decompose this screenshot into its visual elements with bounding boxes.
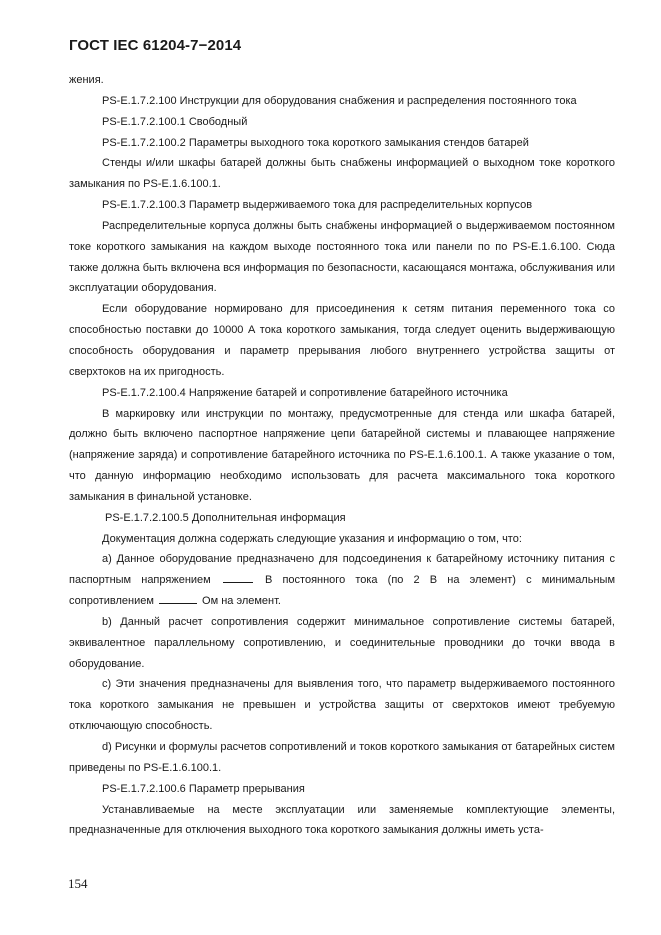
paragraph: Если оборудование нормировано для присоединения к сетям питания переменного тока со способностью поставки до 10000 А тока короткого замыкания, тогда следует оценить выдерживающую способность оборудования и параметр прерывания любого внутреннего устройства защиты от сверхтоков на их пригодность. <box>69 303 615 378</box>
paragraph: Устанавливаемые на месте эксплуатации или заменяемые комплектующие элементы, предназначенные для отключения выходного тока короткого замыкания должны иметь уста- <box>69 803 615 837</box>
section-heading: PS-E.1.7.2.100.2 Параметры выходного тока короткого замыкания стендов батарей <box>102 136 529 149</box>
paragraph: В маркировку или инструкции по монтажу, предусмотренные для стенда или шкафа батарей, должно быть включено паспортное напряжение цепи батарейной системы и плавающее напряжение (напряжение заряда) и сопротивление батарейного источника по PS-E.1.6.100.1. А также указание о том, что данную информацию необходимо использовать для расчета максимального тока короткого замыкания в финальной установке. <box>69 407 615 503</box>
page-number: 154 <box>68 876 88 891</box>
list-item-d: d) Рисунки и формулы расчетов сопротивлений и токов короткого замыкания от батарейных систем приведены по PS-E.1.6.100.1. <box>69 741 615 774</box>
document-body <box>69 70 615 841</box>
section-heading: PS-E.1.7.2.100.1 Свободный <box>102 115 248 128</box>
list-item-a-text-3: Ом на элемент. <box>202 595 281 608</box>
list-item-b: b) Данный расчет сопротивления содержит минимальное сопротивление системы батарей, эквивалентное параллельному сопротивлению, и соединительные проводники до точки ввода в оборудование. <box>69 615 615 670</box>
section-heading: PS-E.1.7.2.100.6 Параметр прерывания <box>102 782 305 795</box>
list-item-c: c) Эти значения предназначены для выявления того, что параметр выдерживаемого постоянного тока короткого замыкания не превышен и устройства защиты от сверхтоков имеют требуемую отключающую способность. <box>69 678 615 733</box>
section-heading: PS-E.1.7.2.100.5 Дополнительная информация <box>105 511 346 524</box>
list-item-a-text-2: В постоянного тока (по 2 В на элемент) с минимальным сопротивлением <box>69 574 616 608</box>
section-heading: PS-E.1.7.2.100 Инструкции для оборудования снабжения и распределения постоянного тока <box>102 94 577 107</box>
paragraph: жения. <box>69 74 104 86</box>
resistance-blank <box>159 594 197 604</box>
paragraph: Распределительные корпуса должны быть снабжены информацией о выдерживаемом постоянном токе короткого замыкания на каждом выходе постоянного тока или панели по по PS-E.1.6.100. Сюда также должна быть включена вся информация по безопасности, касающаяся монтажа, обслуживания или эксплуатации оборудования. <box>69 219 615 295</box>
list-item-a <box>69 549 615 612</box>
list-item-a-text-1: a) Данное оборудование предназначено для подсоединения к батарейному источнику питания с паспортным напряжением <box>69 553 615 587</box>
paragraph: Стенды и/или шкафы батарей должны быть снабжены информацией о выходном токе короткого замыкания по PS-E.1.6.100.1. <box>69 157 615 191</box>
section-heading: PS-E.1.7.2.100.3 Параметр выдерживаемого тока для распределительных корпусов <box>102 199 533 212</box>
paragraph: Документация должна содержать следующие указания и информацию о том, что: <box>102 532 522 545</box>
voltage-blank <box>223 573 253 583</box>
section-heading: PS-E.1.7.2.100.4 Напряжение батарей и сопротивление батарейного источника <box>102 386 508 399</box>
document-header: ГОСТ IEC 61204-7−2014 <box>69 37 242 54</box>
